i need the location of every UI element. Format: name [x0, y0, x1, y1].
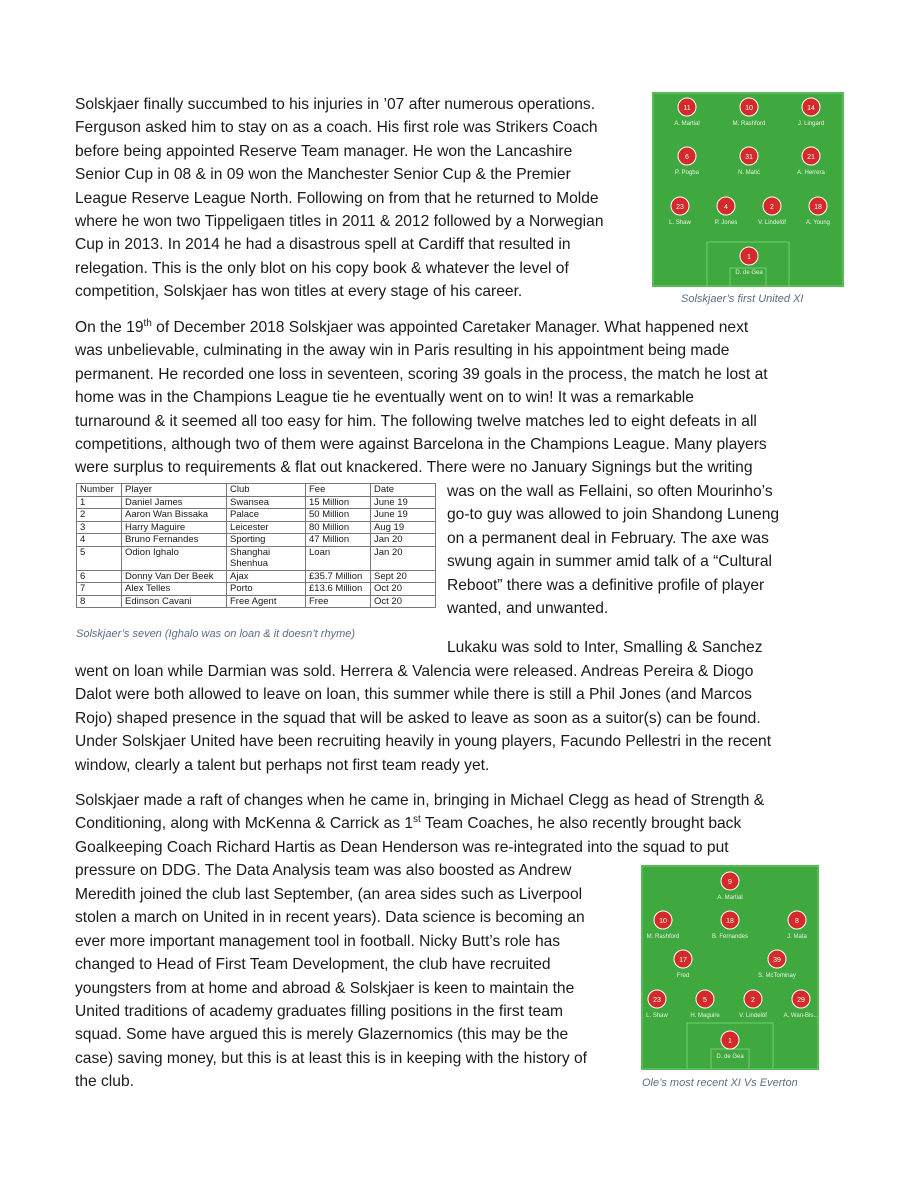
text-line [75, 316, 835, 339]
player-number: 1 [747, 254, 751, 261]
paragraph-2 [75, 316, 835, 480]
table-cell: Bruno Fernandes [122, 534, 227, 547]
text-line: were surplus to requirements & flat out knackered. There were no January Signings but the writing [75, 459, 753, 477]
column-header: Club [227, 484, 306, 497]
first-xi-pitch [652, 92, 844, 287]
table-row [77, 595, 436, 608]
player-name: B. Fernandes [711, 934, 749, 940]
player-name: P. Jones [714, 220, 738, 226]
player-number: 2 [770, 204, 774, 211]
player-number: 14 [807, 105, 815, 112]
ordinal-suffix: st [413, 814, 421, 826]
player-number: 10 [659, 918, 667, 925]
paragraph-3 [75, 660, 845, 777]
text-line: Ferguson asked him to stay on as a coach. His first role was Strikers Coach [75, 119, 598, 137]
player-number: 1 [728, 1038, 732, 1045]
table-cell: June 19 [371, 509, 436, 522]
player-number: 4 [724, 204, 728, 211]
text-line: was unbelievable, culminating in the away win in Paris resulting in his appointment being made [75, 342, 730, 360]
player-name: J. Lingard [797, 121, 825, 127]
player-number: 18 [814, 204, 822, 211]
table-cell: 1 [77, 496, 122, 509]
player-name: L. Shaw [669, 220, 691, 226]
text-line: Reboot” there was a definitive profile of player [447, 576, 765, 594]
table-cell: Shanghai Shenhua [227, 546, 306, 570]
player-marker [674, 950, 692, 979]
player-number: 11 [683, 105, 691, 112]
table-cell: 47 Million [306, 534, 371, 547]
ordinal-suffix: th [143, 317, 152, 329]
text-line: wanted, and unwanted. [447, 600, 609, 618]
player-number: 21 [807, 154, 815, 161]
player-name: J. Mata [787, 934, 807, 940]
player-name: H. Maguire [690, 1013, 720, 1019]
table-cell: Swansea [227, 496, 306, 509]
player-name: A. Martial [717, 895, 743, 901]
text-line: turnaround & it seemed all too easy for him. The following twelve matches led to eight defeats in all [75, 412, 757, 430]
table-cell: Free [306, 595, 371, 608]
table-cell: Jan 20 [371, 534, 436, 547]
table-cell: Loan [306, 546, 371, 570]
table-cell: Edinson Cavani [122, 595, 227, 608]
table-header-row [77, 484, 436, 497]
paragraph-2-wrap [447, 480, 847, 620]
table-cell: Jan 20 [371, 546, 436, 570]
text-fragment: of December 2018 Solskjaer was appointed Caretaker Manager. What happened next [151, 319, 749, 336]
table-row [77, 583, 436, 596]
text-line: Solskjaer made a raft of changes when he came in, bringing in Michael Clegg as head of Strength & [75, 792, 765, 809]
text-line: League Reserve League North. Following on from that he returned to Molde [75, 189, 599, 207]
player-name: D. de Gea [716, 1054, 744, 1060]
table-cell: Harry Maguire [122, 521, 227, 534]
player-number: 9 [728, 879, 732, 886]
table-cell: Leicester [227, 521, 306, 534]
recent-xi-lineup [641, 865, 819, 1070]
player-number: 23 [676, 204, 684, 211]
table-cell: £35.7 Million [306, 570, 371, 583]
table-cell: 5 [77, 546, 122, 570]
text-line [75, 812, 845, 835]
column-header: Number [77, 484, 122, 497]
player-name: A. Herrera [797, 170, 825, 176]
text-line: was on the wall as Fellaini, so often Mourinho’s [447, 483, 773, 500]
player-name: N. Matić [737, 170, 761, 176]
player-number: 18 [726, 918, 734, 925]
player-number: 31 [745, 154, 753, 161]
player-name: M. Rashford [646, 934, 680, 940]
table-cell: Free Agent [227, 595, 306, 608]
text-line: the club. [75, 1073, 134, 1091]
table-cell: 7 [77, 583, 122, 596]
player-marker [735, 247, 763, 276]
table-cell: 80 Million [306, 521, 371, 534]
player-marker [798, 98, 824, 127]
text-fragment: Conditioning, along with McKenna & Carrick as 1 [75, 815, 414, 833]
table-cell: 6 [77, 570, 122, 583]
table-cell: Aaron Wan Bissaka [122, 509, 227, 522]
player-marker [717, 872, 742, 901]
text-line: Rojo) shaped presence in the squad that will be asked to leave as soon as a suitor(s) can be found. [75, 709, 761, 727]
player-marker [690, 990, 720, 1019]
player-marker [784, 990, 819, 1019]
table-cell: Ajax [227, 570, 306, 583]
table-cell: 15 Million [306, 496, 371, 509]
player-marker [716, 1031, 744, 1060]
player-marker [715, 197, 738, 226]
table-cell: 2 [77, 509, 122, 522]
player-marker [647, 911, 680, 940]
table-row [77, 534, 436, 547]
text-line: Solskjaer finally succumbed to his injuries in ’07 after numerous operations. [75, 96, 596, 113]
player-marker [758, 950, 796, 979]
table-cell: Daniel James [122, 496, 227, 509]
text-line: competitions, although two of them were against Barcelona in the Champions League. Many players [75, 436, 767, 454]
player-number: 29 [797, 997, 805, 1004]
player-name: M. Rashford [732, 121, 766, 127]
table-cell: June 19 [371, 496, 436, 509]
text-line: ever more important management tool in football. Nicky Butt’s role has [75, 932, 561, 950]
text-line: home was in the Champions League tie he eventually went on to win! It was a remarkable [75, 389, 694, 407]
column-header: Fee [306, 484, 371, 497]
player-marker [712, 911, 748, 940]
table-cell: Alex Telles [122, 583, 227, 596]
player-marker [758, 197, 786, 226]
player-number: 39 [773, 957, 781, 964]
text-line: pressure on DDG. The Data Analysis team was also boosted as Andrew [75, 862, 572, 880]
text-line: case) saving money, but this is at least this is in keeping with the history of [75, 1049, 587, 1067]
text-line: Under Solskjaer United have been recruiting heavily in young players, Facundo Pellestri in the recent [75, 733, 772, 751]
first-xi-caption: Solskjaer’s first United XI [681, 293, 804, 305]
text-line: United traditions of academy graduates filling positions in the first team [75, 1003, 563, 1021]
table-cell: Oct 20 [371, 595, 436, 608]
player-number: 8 [795, 918, 799, 925]
text-line: stolen a march on United in in recent years). Data science is becoming an [75, 909, 585, 927]
column-header: Player [122, 484, 227, 497]
table-cell: Sporting [227, 534, 306, 547]
player-name: V. Lindelöf [739, 1013, 767, 1019]
paragraph-4-narrow [75, 883, 635, 1094]
table-cell: Sept 20 [371, 570, 436, 583]
text-fragment: On the 19 [75, 319, 144, 336]
player-name: P. Pogba [675, 170, 699, 176]
player-marker [787, 911, 807, 940]
text-line: youngsters from at home and abroad & Solskjaer is keen to maintain the [75, 979, 575, 997]
player-name: A. Martial [674, 121, 700, 127]
text-line: went on loan while Darmian was sold. Herrera & Valencia were released. Andreas Pereira & Diogo [75, 663, 754, 680]
player-marker [669, 197, 691, 226]
table-row [77, 546, 436, 570]
table-row [77, 570, 436, 583]
player-name: D. de Gea [735, 270, 763, 276]
table-cell: Donny Van Der Beek [122, 570, 227, 583]
player-marker [646, 990, 668, 1019]
table-cell: 3 [77, 521, 122, 534]
player-marker [674, 98, 699, 127]
text-line: Senior Cup in 08 & in 09 won the Manchester Senior Cup & the Premier [75, 166, 571, 184]
player-marker [733, 98, 766, 127]
table-cell: Oct 20 [371, 583, 436, 596]
player-number: 17 [679, 957, 687, 964]
table-cell: Aug 19 [371, 521, 436, 534]
recent-xi-pitch [641, 865, 819, 1070]
text-line: before being appointed Reserve Team manager. He won the Lancashire [75, 142, 573, 160]
text-line: squad. Some have argued this is merely Glazernomics (this may be the [75, 1026, 569, 1044]
table-row [77, 496, 436, 509]
text-line: go-to guy was allowed to join Shandong Luneng [447, 506, 780, 524]
player-marker [739, 990, 767, 1019]
player-name: L. Shaw [646, 1013, 668, 1019]
text-line: swung again in summer amid talk of a “Cultural [447, 553, 773, 571]
table-caption: Solskjaer’s seven (Ighalo was on loan & it doesn’t rhyme) [76, 628, 356, 640]
recent-xi-caption: Ole’s most recent XI Vs Everton [642, 1077, 798, 1089]
table-cell: £13.6 Million [306, 583, 371, 596]
table-cell: 50 Million [306, 509, 371, 522]
text-line: permanent. He recorded one loss in seventeen, scoring 39 goals in the process, the match he lost at [75, 365, 768, 383]
player-marker [738, 147, 760, 176]
player-name: V. Lindelöf [758, 220, 786, 226]
text-line: window, clearly a talent but perhaps not first team ready yet. [75, 756, 490, 774]
text-line: Cup in 2013. In 2014 he had a disastrous spell at Cardiff that resulted in [75, 236, 571, 254]
text-line: Dalot were both allowed to leave on loan, this summer while there is still a Phil Jones (and Marcos [75, 686, 752, 704]
player-marker [806, 197, 830, 226]
paragraph-1 [75, 93, 645, 304]
text-line: Goalkeeping Coach Richard Hartis as Dean Henderson was re-integrated into the squad to put [75, 838, 729, 856]
table-row [77, 521, 436, 534]
player-number: 2 [751, 997, 755, 1004]
text-line: changed to Head of First Team Development, the club have recruited [75, 956, 551, 974]
paragraph-3-first: Lukaku was sold to Inter, Smalling & Sanchez [447, 639, 763, 656]
player-name: A. Wan-Bis... [783, 1013, 819, 1019]
player-name: Fred [676, 973, 690, 979]
first-xi-lineup [652, 92, 844, 287]
player-name: A. Young [805, 220, 831, 226]
text-line: where he won two Tippeligaen titles in 2011 & 2012 followed by a Norwegian [75, 213, 604, 231]
column-header: Date [371, 484, 436, 497]
text-line: Meredith joined the club last September, (an area sides such as Liverpool [75, 886, 583, 903]
table-cell: 4 [77, 534, 122, 547]
player-number: 5 [703, 997, 707, 1004]
text-line: competition, Solskjaer has won titles at every stage of his career. [75, 283, 523, 301]
text-line: relegation. This is the only blot on his copy book & whatever the level of [75, 259, 569, 277]
table-cell: Odion Ighalo [122, 546, 227, 570]
player-marker [797, 147, 825, 176]
table-row [77, 509, 436, 522]
player-marker [675, 147, 700, 176]
text-fragment: Team Coaches, he also recently brought back [420, 815, 742, 833]
text-line: on a permanent deal in February. The axe was [447, 529, 769, 547]
player-number: 10 [745, 105, 753, 112]
player-number: 23 [653, 997, 661, 1004]
table-cell: Palace [227, 509, 306, 522]
table-cell: Porto [227, 583, 306, 596]
player-number: 6 [685, 154, 689, 161]
player-name: S. McTominay [758, 973, 796, 979]
signings-table [76, 483, 436, 608]
table-cell: 8 [77, 595, 122, 608]
